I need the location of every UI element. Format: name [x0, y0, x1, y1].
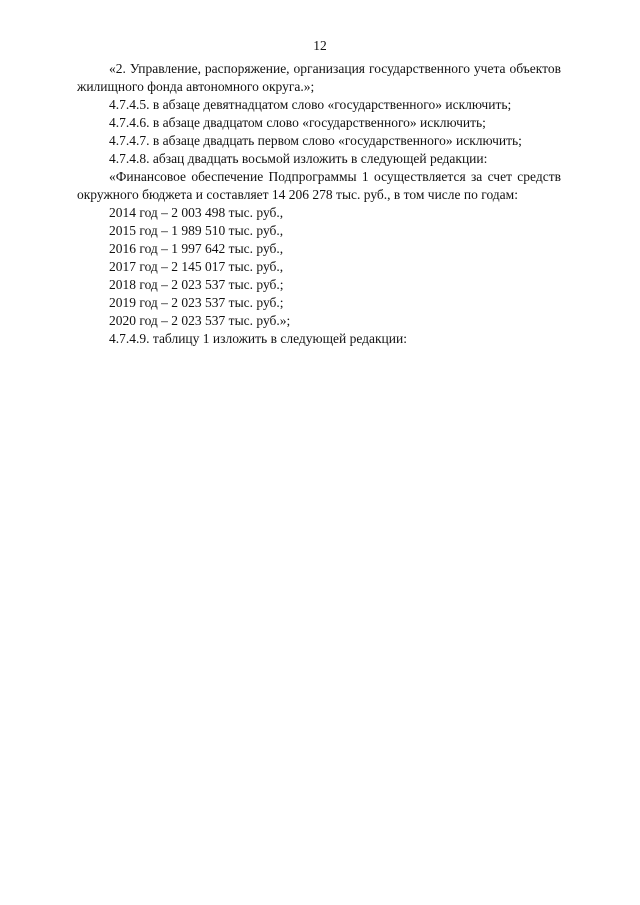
year-line-2014: 2014 год – 2 003 498 тыс. руб.,: [109, 205, 284, 220]
paragraph-4-7-4-6: 4.7.4.6. в абзаце двадцатом слово «государственного» исключить;: [109, 115, 486, 130]
paragraph-4-7-4-8: 4.7.4.8. абзац двадцать восьмой изложить в следующей редакции:: [109, 151, 488, 166]
page-number: 12: [313, 38, 327, 53]
paragraph-4-7-4-7: 4.7.4.7. в абзаце двадцать первом слово «государственного» исключить;: [109, 133, 522, 148]
year-line-2015: 2015 год – 1 989 510 тыс. руб.,: [109, 223, 284, 238]
year-line-2020: 2020 год – 2 023 537 тыс. руб.»;: [109, 313, 291, 328]
paragraph-financing: «Финансовое обеспечение Подпрограммы 1 осуществляется за счет средств окружного бюджета и составляет 14 206 278 тыс. руб., в том числе по годам:: [77, 169, 561, 202]
paragraph-title-quote: «2. Управление, распоряжение, организация государственного учета объектов жилищного фонда автономного округа.»;: [77, 61, 561, 94]
document-body: [77, 60, 561, 348]
year-line-2017: 2017 год – 2 145 017 тыс. руб.,: [109, 259, 284, 274]
paragraph-4-7-4-5: 4.7.4.5. в абзаце девятнадцатом слово «государственного» исключить;: [109, 97, 512, 112]
year-line-2018: 2018 год – 2 023 537 тыс. руб.;: [109, 277, 284, 292]
paragraph-4-7-4-9: 4.7.4.9. таблицу 1 изложить в следующей редакции:: [109, 331, 407, 346]
year-line-2016: 2016 год – 1 997 642 тыс. руб.,: [109, 241, 284, 256]
year-line-2019: 2019 год – 2 023 537 тыс. руб.;: [109, 295, 284, 310]
